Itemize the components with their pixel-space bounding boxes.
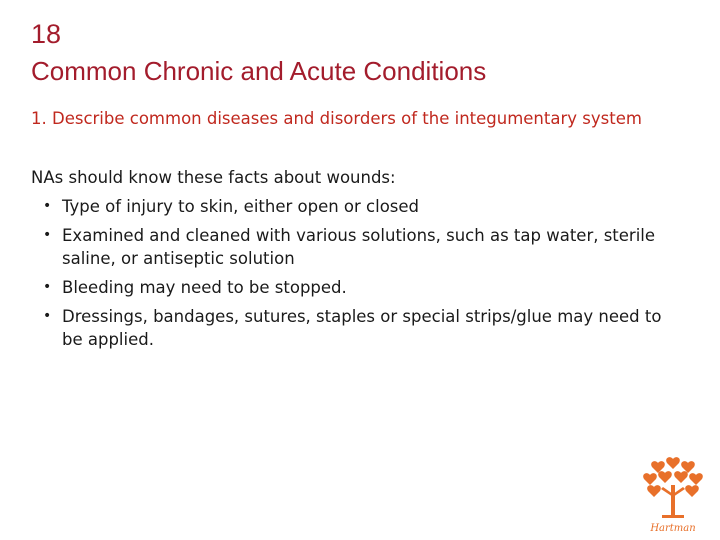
bullet-icon: •: [43, 308, 52, 324]
bullet-list: [40, 195, 680, 357]
bullet-text: Bleeding may need to be stopped.: [62, 278, 347, 297]
list-item: [40, 276, 680, 299]
bullet-icon: •: [43, 198, 52, 214]
list-item: [40, 224, 680, 270]
learning-objective: 1. Describe common diseases and disorders of the integumentary system: [31, 109, 642, 128]
bullet-icon: •: [43, 227, 52, 243]
bullet-text: Examined and cleaned with various solutions, such as tap water, sterile saline, or antiseptic solution: [62, 226, 656, 268]
bullet-text: Type of injury to skin, either open or closed: [62, 197, 420, 216]
chapter-title: Common Chronic and Acute Conditions: [31, 56, 487, 86]
chapter-number: 18: [31, 19, 62, 49]
list-item: [40, 305, 680, 351]
intro-text: NAs should know these facts about wounds:: [31, 168, 396, 187]
bullet-icon: •: [43, 279, 52, 295]
logo-text: Hartman: [650, 523, 696, 534]
list-item: [40, 195, 680, 218]
hartman-logo: [638, 455, 708, 535]
bullet-text: Dressings, bandages, sutures, staples or special strips/glue may need to be applied.: [62, 307, 662, 349]
